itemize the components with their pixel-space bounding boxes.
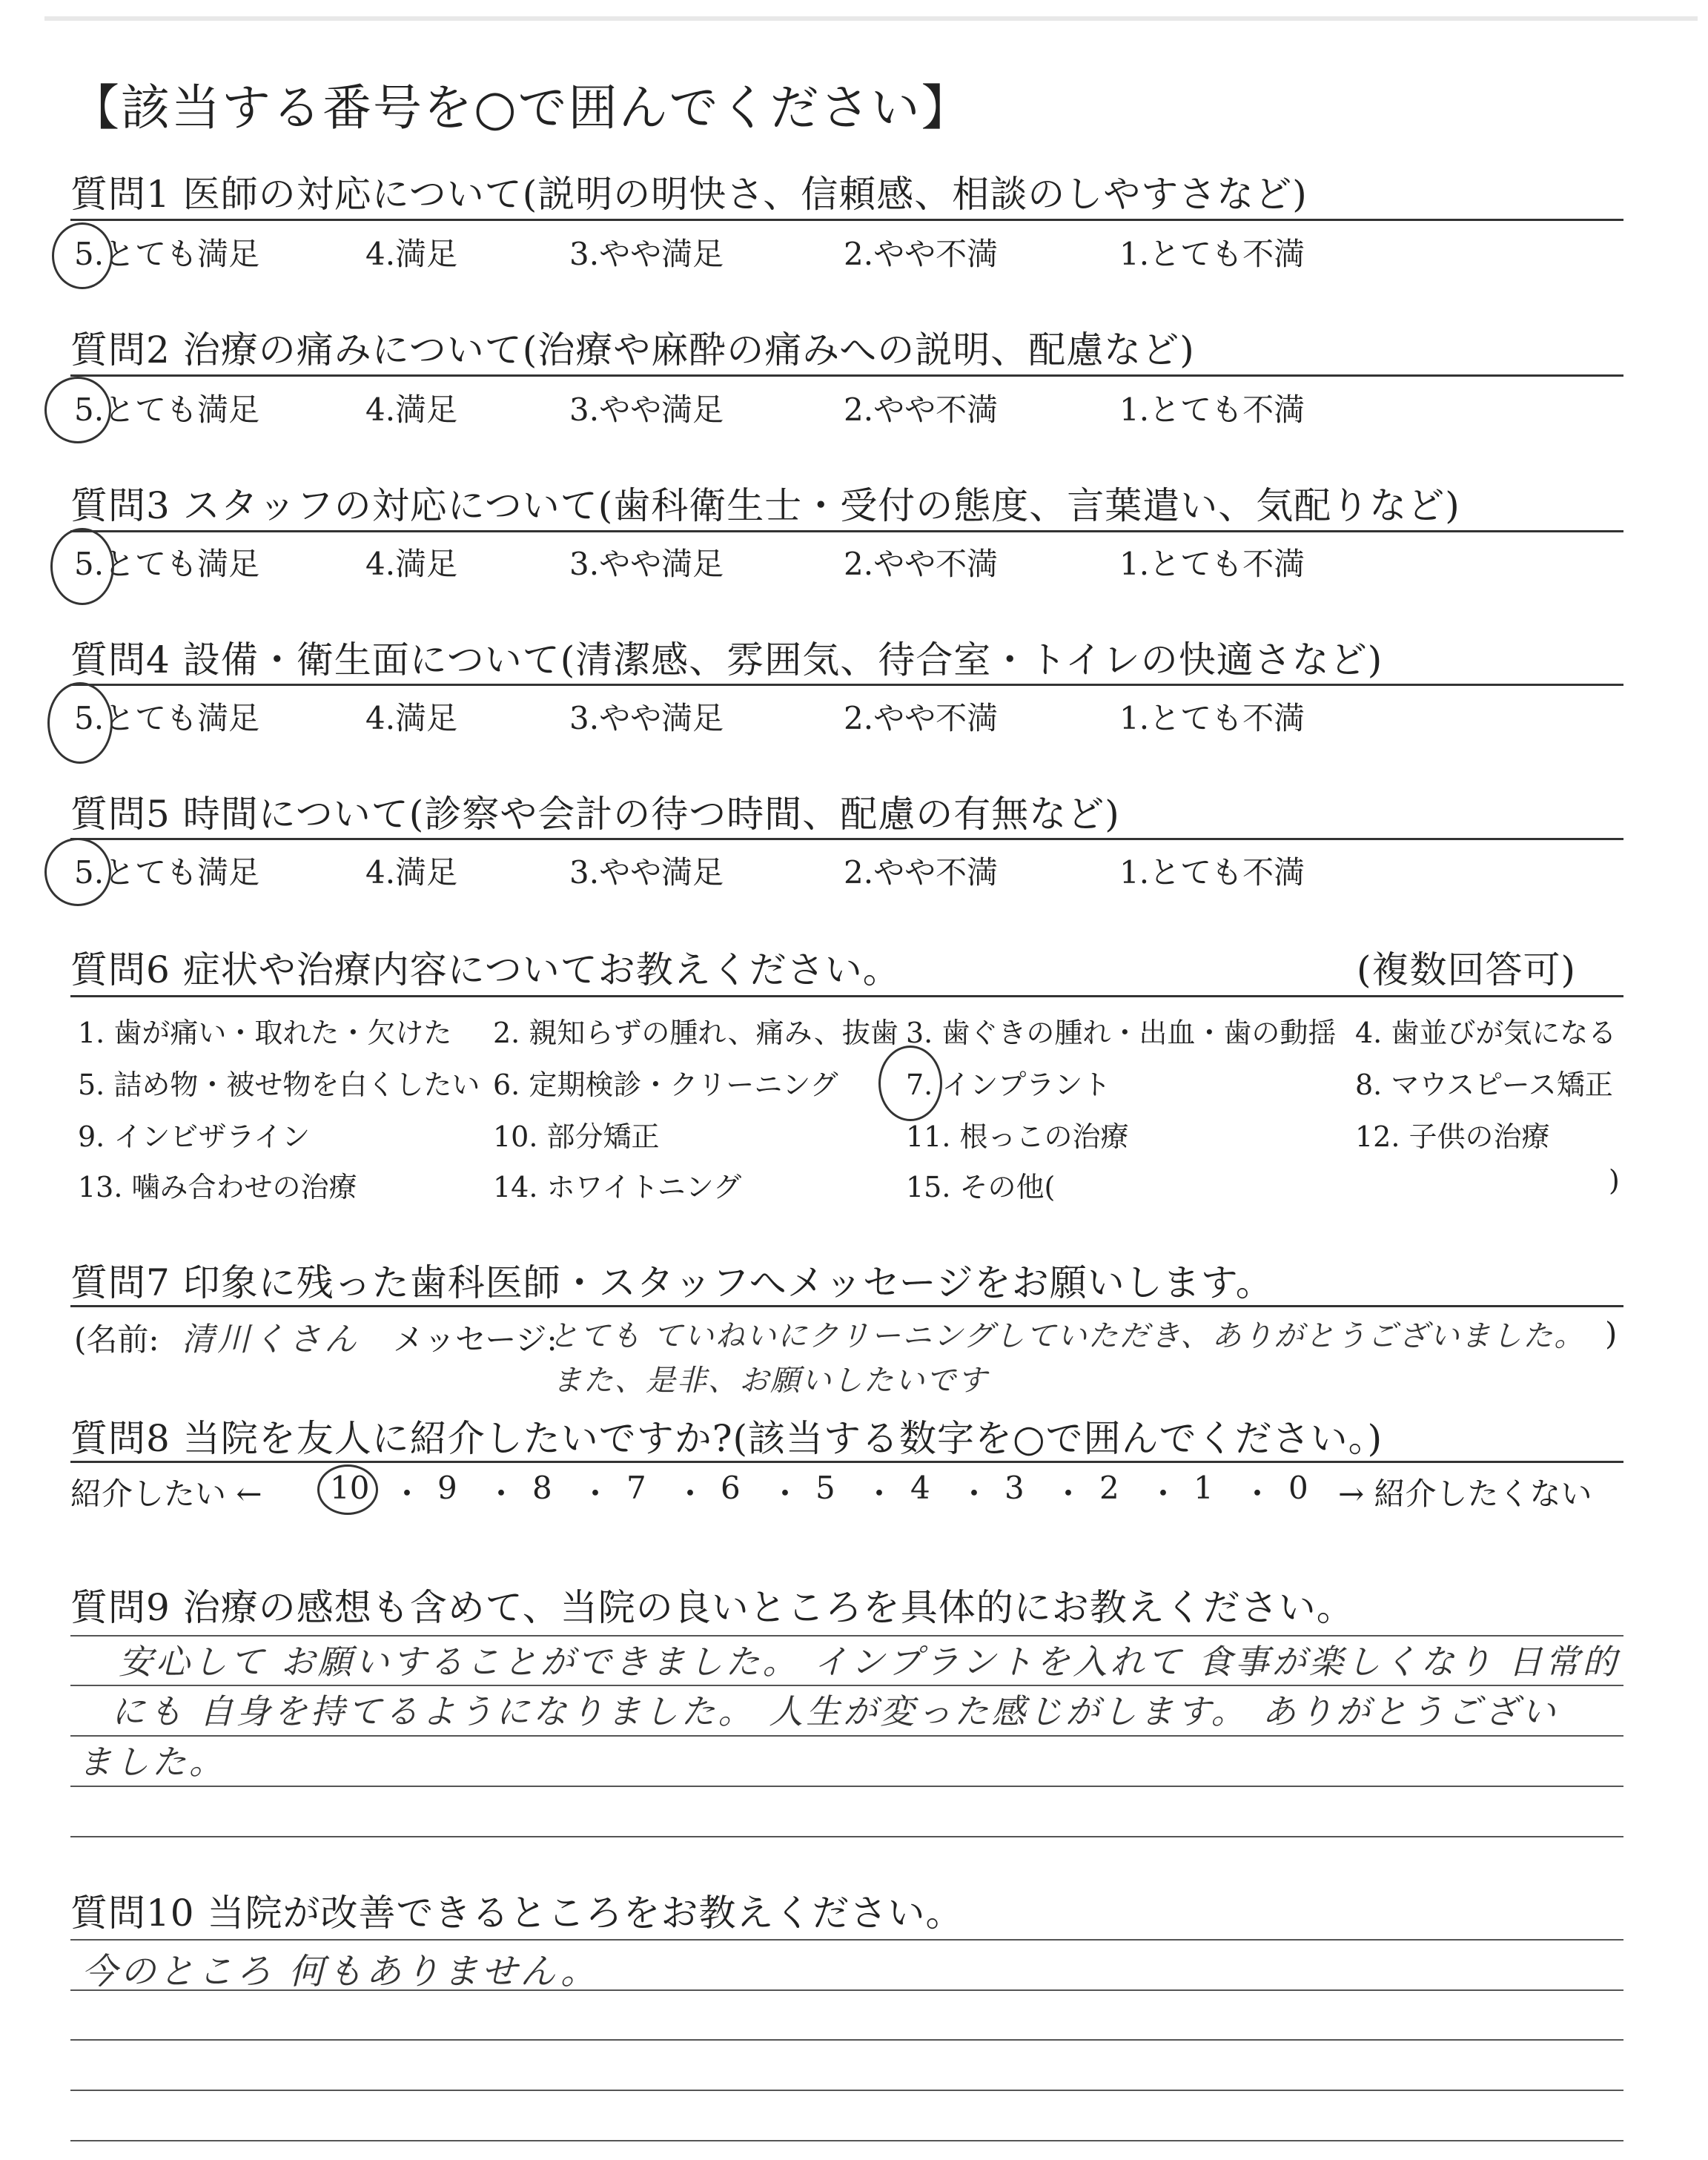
q4-option-3[interactable]: 3.やや満足: [569, 700, 724, 736]
q8-score-3[interactable]: 3: [1004, 1470, 1025, 1506]
q3-option-4[interactable]: 4.満足: [365, 546, 458, 582]
q6-option-12[interactable]: 12. 子供の治療: [1355, 1120, 1550, 1153]
question-4-rule: [70, 684, 1623, 686]
q8-score-7[interactable]: 7: [626, 1470, 646, 1506]
q5-option-4[interactable]: 4.満足: [365, 854, 458, 891]
q3-selection-circle: [50, 528, 114, 605]
q8-score-8[interactable]: 8: [532, 1470, 552, 1506]
q5-selection-circle: [44, 838, 111, 906]
q8-dot: ・: [1148, 1476, 1179, 1512]
question-6-rule: [70, 995, 1623, 997]
q2-option-5[interactable]: 5.とても満足: [74, 392, 260, 428]
q6-option-15-close: ): [1609, 1164, 1620, 1197]
q8-dot: ・: [1242, 1476, 1274, 1512]
q7-message-prefix: メッセージ:: [393, 1321, 557, 1358]
question-5-rule: [70, 838, 1623, 840]
q8-dot: ・: [486, 1476, 517, 1512]
question-7-rule: [70, 1305, 1623, 1307]
q6-option-13[interactable]: 13. 噛み合わせの治療: [78, 1171, 357, 1203]
q5-option-1[interactable]: 1.とても不満: [1119, 854, 1305, 891]
q10-answer-handwritten-1: 今のところ 何もありません。: [82, 1951, 600, 1992]
q6-option-3[interactable]: 3. 歯ぐきの腫れ・出血・歯の動揺: [906, 1017, 1337, 1049]
q1-option-5[interactable]: 5.とても満足: [74, 236, 260, 272]
q8-dot: ・: [864, 1476, 896, 1512]
question-3-label: 質問3 スタッフの対応について(歯科衛生士・受付の態度、言葉遣い、気配りなど): [70, 484, 1460, 527]
q7-name-handwritten: 清川くさん: [182, 1321, 360, 1358]
q5-option-3[interactable]: 3.やや満足: [569, 854, 724, 891]
form-heading: 【該当する番号を○で囲んでください】: [70, 79, 972, 136]
q8-score-6[interactable]: 6: [721, 1470, 741, 1506]
question-9-label: 質問9 治療の感想も含めて、当院の良いところを具体的にお教えください。: [70, 1586, 1354, 1629]
q6-option-11[interactable]: 11. 根っこの治療: [906, 1120, 1129, 1153]
q8-right-label: → 紹介したくない: [1338, 1476, 1592, 1512]
q10-answer-line-1: [70, 1939, 1623, 1941]
q9-answer-handwritten-2: にも 自身を持てるようになりました。 人生が変った感じがします。 ありがとうござい: [111, 1691, 1559, 1731]
q9-answer-line-4: [70, 1786, 1623, 1787]
q7-name-prefix: (名前:: [74, 1321, 159, 1358]
q7-close-paren: ): [1605, 1315, 1618, 1352]
q8-score-5[interactable]: 5: [815, 1470, 835, 1506]
q8-score-9[interactable]: 9: [437, 1470, 457, 1506]
q6-option-14[interactable]: 14. ホワイトニング: [493, 1171, 742, 1203]
q4-option-1[interactable]: 1.とても不満: [1119, 700, 1305, 736]
question-2-rule: [70, 374, 1623, 377]
question-4-label: 質問4 設備・衛生面について(清潔感、雰囲気、待合室・トイレの快適さなど): [70, 638, 1383, 681]
q1-selection-circle: [52, 222, 113, 289]
question-2-label: 質問2 治療の痛みについて(治療や麻酔の痛みへの説明、配慮など): [70, 328, 1195, 371]
q6-selection-circle: [878, 1046, 942, 1121]
question-6-multi-note: (複数回答可): [1357, 948, 1577, 991]
q4-option-5[interactable]: 5.とても満足: [74, 700, 260, 736]
q6-option-7[interactable]: 7. インプラント: [906, 1069, 1111, 1101]
q1-option-3[interactable]: 3.やや満足: [569, 236, 724, 272]
q5-option-2[interactable]: 2.やや不満: [844, 854, 999, 891]
q6-option-15[interactable]: 15. その他(: [906, 1171, 1056, 1203]
q8-dot: ・: [675, 1476, 706, 1512]
q9-answer-line-5: [70, 1836, 1623, 1837]
q4-selection-circle: [47, 682, 113, 764]
question-3-rule: [70, 530, 1623, 532]
q4-option-4[interactable]: 4.満足: [365, 700, 458, 736]
q3-option-3[interactable]: 3.やや満足: [569, 546, 724, 582]
question-1-label: 質問1 医師の対応について(説明の明快さ、信頼感、相談のしやすさなど): [70, 173, 1308, 216]
q8-dot: ・: [959, 1476, 990, 1512]
q9-answer-line-3: [70, 1735, 1623, 1737]
q2-option-3[interactable]: 3.やや満足: [569, 392, 724, 428]
q1-option-4[interactable]: 4.満足: [365, 236, 458, 272]
q8-score-2[interactable]: 2: [1099, 1470, 1119, 1506]
q6-option-10[interactable]: 10. 部分矯正: [493, 1120, 660, 1153]
q8-selection-circle: [317, 1464, 378, 1515]
q6-option-8[interactable]: 8. マウスピース矯正: [1355, 1069, 1613, 1101]
question-1-rule: [70, 219, 1623, 221]
q4-option-2[interactable]: 2.やや不満: [844, 700, 999, 736]
scan-top-edge: [44, 16, 1698, 21]
q8-score-1[interactable]: 1: [1194, 1470, 1214, 1506]
q7-message-handwritten-line1: とても ていねいにクリーニングしていただき、ありがとうございました。: [549, 1319, 1586, 1353]
q9-answer-handwritten-1: 安心して お願いすることができました。 インプラントを入れて 食事が楽しくなり 日常的: [119, 1642, 1620, 1682]
q8-score-4[interactable]: 4: [910, 1470, 930, 1506]
q9-answer-handwritten-3: ました。: [78, 1742, 226, 1782]
q6-option-5[interactable]: 5. 詰め物・被せ物を白くしたい: [78, 1069, 480, 1101]
q10-answer-line-5: [70, 2140, 1623, 2141]
q10-answer-line-4: [70, 2090, 1623, 2091]
q6-option-2[interactable]: 2. 親知らずの腫れ、痛み、抜歯: [493, 1017, 898, 1049]
question-5-label: 質問5 時間について(診察や会計の待つ時間、配慮の有無など): [70, 793, 1120, 836]
q2-option-2[interactable]: 2.やや不満: [844, 392, 999, 428]
q6-option-1[interactable]: 1. 歯が痛い・取れた・欠けた: [78, 1017, 452, 1049]
q6-option-4[interactable]: 4. 歯並びが気になる: [1355, 1017, 1617, 1049]
question-10-label: 質問10 当院が改善できるところをお教えください。: [70, 1892, 964, 1935]
q8-score-10[interactable]: 10: [330, 1470, 370, 1506]
q3-option-2[interactable]: 2.やや不満: [844, 546, 999, 582]
q1-option-2[interactable]: 2.やや不満: [844, 236, 999, 272]
q7-message-handwritten-line2: また、是非、お願いしたいです: [552, 1364, 988, 1398]
q8-score-0[interactable]: 0: [1288, 1470, 1308, 1506]
q2-selection-circle: [44, 377, 111, 443]
question-8-label: 質問8 当院を友人に紹介したいですか?(該当する数字を○で囲んでください。): [70, 1417, 1383, 1460]
q8-dot: ・: [769, 1476, 801, 1512]
q8-dot: ・: [391, 1476, 423, 1512]
q10-answer-line-3: [70, 2039, 1623, 2041]
q6-option-6[interactable]: 6. 定期検診・クリーニング: [493, 1069, 838, 1101]
q2-option-1[interactable]: 1.とても不満: [1119, 392, 1305, 428]
question-6-label: 質問6 症状や治療内容についてお教えください。: [70, 948, 901, 991]
question-7-label: 質問7 印象に残った歯科医師・スタッフへメッセージをお願いします。: [70, 1261, 1274, 1304]
q6-option-9[interactable]: 9. インビザライン: [78, 1120, 311, 1153]
question-8-rule: [70, 1461, 1623, 1463]
q5-option-5[interactable]: 5.とても満足: [74, 854, 260, 891]
q3-option-5[interactable]: 5.とても満足: [74, 546, 260, 582]
q8-dot: ・: [1053, 1476, 1085, 1512]
q3-option-1[interactable]: 1.とても不満: [1119, 546, 1305, 582]
q2-option-4[interactable]: 4.満足: [365, 392, 458, 428]
q8-dot: ・: [580, 1476, 612, 1512]
q8-left-label: 紹介したい ←: [70, 1476, 262, 1512]
q1-option-1[interactable]: 1.とても不満: [1119, 236, 1305, 272]
